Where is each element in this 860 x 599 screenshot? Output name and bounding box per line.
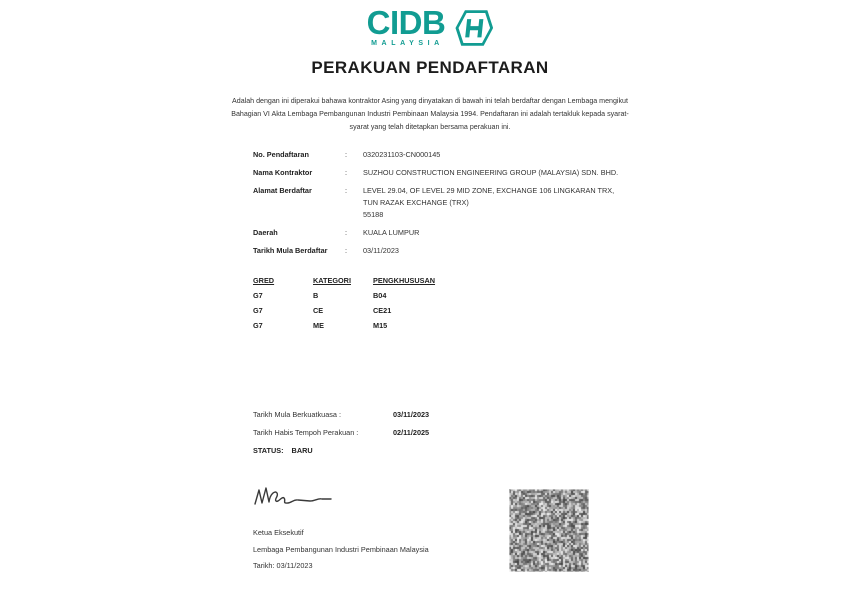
address-line: 55188 bbox=[363, 210, 384, 219]
handwritten-signature bbox=[252, 483, 337, 511]
certificate-title: PERAKUAN PENDAFTARAN bbox=[311, 58, 549, 77]
signoff-organization: Lembaga Pembangunan Industri Pembinaan Malaysia bbox=[253, 544, 429, 554]
detail-separator: : bbox=[345, 168, 348, 177]
detail-label: Alamat Berdaftar bbox=[253, 186, 312, 195]
date-row-habis-tempoh bbox=[253, 427, 429, 439]
status-badge: BARU bbox=[291, 446, 313, 455]
table-cell: G7 bbox=[253, 306, 263, 315]
table-cell: B bbox=[313, 291, 319, 300]
column-header-pengkhususan: PENGKHUSUSAN bbox=[373, 276, 436, 285]
table-cell: CE21 bbox=[373, 306, 392, 315]
detail-value: 03/11/2023 bbox=[363, 246, 399, 255]
detail-row-no-pendaftaran bbox=[253, 149, 663, 161]
status-gap bbox=[284, 445, 292, 457]
detail-label: Nama Kontraktor bbox=[253, 168, 313, 177]
detail-value: 0320231103-CN000145 bbox=[363, 150, 441, 159]
detail-row-daerah bbox=[253, 227, 663, 239]
cidb-logo bbox=[0, 4, 860, 47]
table-cell: B04 bbox=[373, 291, 387, 300]
date-label: Tarikh Habis Tempoh Perakuan : bbox=[253, 428, 359, 437]
date-value: 02/11/2025 bbox=[393, 428, 430, 437]
detail-value-address bbox=[363, 185, 663, 221]
detail-value: SUZHOU CONSTRUCTION ENGINEERING GROUP (MALAYSIA) SDN. BHD. bbox=[363, 168, 619, 177]
intro-paragraph bbox=[200, 95, 660, 134]
table-cell: CE bbox=[313, 306, 324, 315]
table-row bbox=[253, 288, 463, 303]
detail-row-alamat-berdaftar bbox=[253, 185, 663, 221]
cidb-hexagon-icon bbox=[448, 9, 495, 47]
registration-details bbox=[253, 149, 663, 263]
date-label: Tarikh Mula Berkuatkuasa : bbox=[253, 410, 342, 419]
detail-label: Daerah bbox=[253, 228, 278, 237]
cidb-logo-text bbox=[366, 4, 446, 47]
table-cell: G7 bbox=[253, 321, 263, 330]
detail-label: Tarikh Mula Berdaftar bbox=[253, 246, 328, 255]
table-row bbox=[253, 303, 463, 318]
signoff-date: Tarikh: 03/11/2023 bbox=[253, 561, 313, 570]
signoff-block bbox=[253, 525, 429, 575]
qr-code bbox=[509, 489, 589, 572]
intro-line: Adalah dengan ini diperakui bahawa kontraktor Asing yang dinyatakan di bawah ini telah berdaftar dengan Lembaga mengikut bbox=[232, 97, 628, 105]
logo-brand: CIDB bbox=[366, 4, 446, 41]
column-header-gred: GRED bbox=[253, 276, 275, 285]
detail-label: No. Pendaftaran bbox=[253, 150, 309, 159]
date-value: 03/11/2023 bbox=[393, 410, 430, 419]
detail-value: KUALA LUMPUR bbox=[363, 228, 420, 237]
address-line: TUN RAZAK EXCHANGE (TRX) bbox=[363, 198, 469, 207]
logo-subtitle: MALAYSIA bbox=[371, 40, 444, 47]
status-row bbox=[253, 445, 429, 457]
column-header-kategori: KATEGORI bbox=[313, 276, 351, 285]
intro-line: syarat yang telah ditetapkan bersama perakuan ini. bbox=[349, 123, 511, 131]
address-line: LEVEL 29.04, OF LEVEL 29 MID ZONE, EXCHANGE 106 LINGKARAN TRX, bbox=[363, 186, 615, 195]
detail-row-tarikh-mula-berdaftar bbox=[253, 245, 663, 257]
date-row-berkuatkuasa bbox=[253, 409, 429, 421]
detail-separator: : bbox=[345, 228, 348, 237]
intro-line: Bahagian VI Akta Lembaga Pembangunan Industri Pembinaan Malaysia 1994. Pendaftaran ini adalah tertakluk kepada syarat- bbox=[231, 110, 629, 118]
detail-separator: : bbox=[345, 246, 348, 255]
table-row bbox=[253, 318, 463, 333]
detail-row-nama-kontraktor bbox=[253, 167, 663, 179]
table-header-row bbox=[253, 273, 463, 288]
status-label: STATUS: bbox=[253, 446, 284, 455]
table-cell: G7 bbox=[253, 291, 263, 300]
table-cell: ME bbox=[313, 321, 324, 330]
table-cell: M15 bbox=[373, 321, 388, 330]
classification-table bbox=[253, 273, 463, 333]
validity-section bbox=[253, 409, 429, 457]
signoff-role: Ketua Eksekutif bbox=[253, 528, 304, 537]
detail-separator: : bbox=[345, 186, 348, 195]
detail-separator: : bbox=[345, 150, 348, 159]
